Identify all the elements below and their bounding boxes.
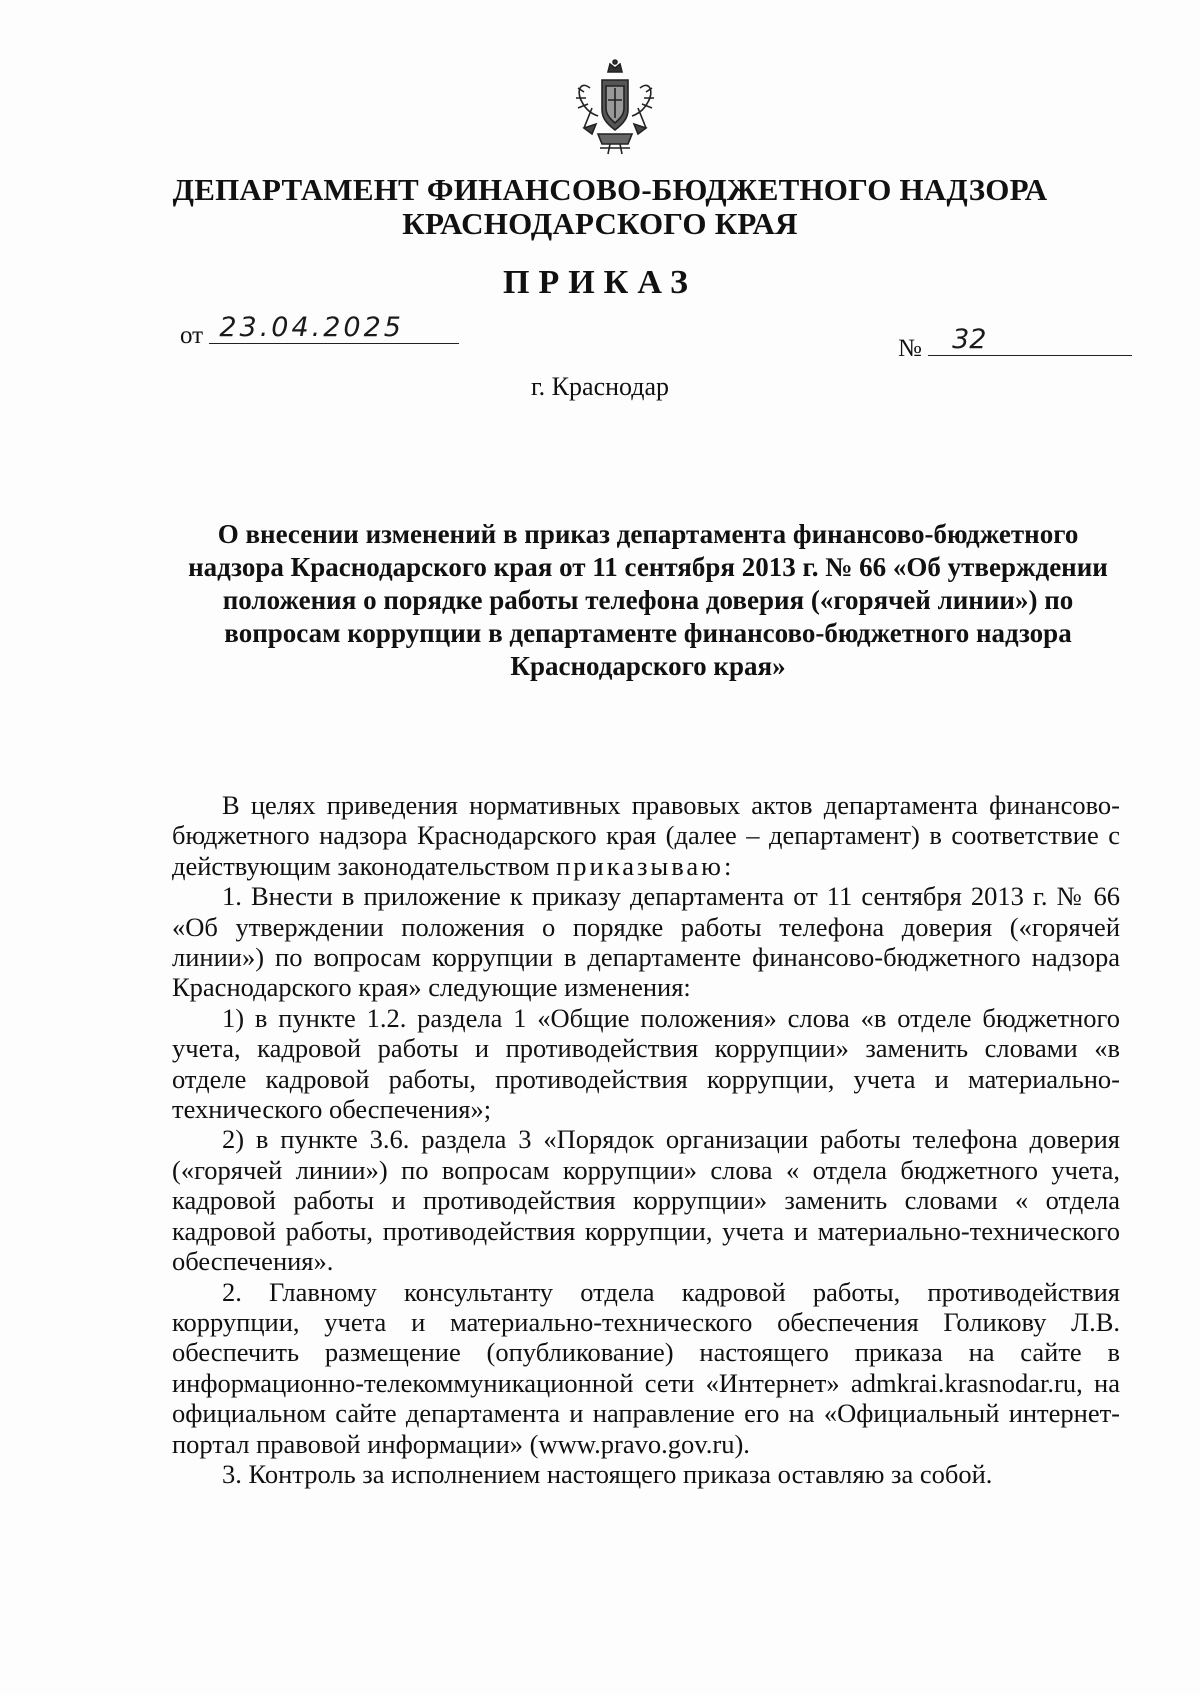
date-prefix: от <box>180 322 204 349</box>
clause-1: 1. Внести в приложение к приказу департамента от 11 сентября 2013 г. № 66 «Об утверждении положения о порядке работы телефона доверия («горячей линии») по вопросам коррупции в департаменте финансово-бюджетного надзора Краснодарского края» следующие изменения: <box>172 881 1120 1003</box>
clause-1-sub-1: 1) в пункте 1.2. раздела 1 «Общие положения» слова «в отделе бюджетного учета, кадровой работы и противодействия коррупции» заменить словами «в отделе кадровой работы, противодействия коррупции, учета и материально-технического обеспечения»; <box>172 1002 1120 1125</box>
order-subject-title: О внесении изменений в приказ департамента финансово-бюджетного надзора Краснодарского края от 11 сентября 2013 г. № 66 «Об утверждении положения о порядке работы телефона доверия («горячей линии») по вопросам коррупции в департаменте финансово-бюджетного надзора Краснодарского края» <box>188 519 1108 681</box>
intro-verb: приказываю: <box>556 850 735 881</box>
krasnodar-coat-of-arms-icon <box>570 58 660 156</box>
order-body <box>172 790 1120 1489</box>
order-date <box>180 312 459 358</box>
document-type-title: ПРИКАЗ <box>503 264 697 301</box>
department-name-line1: ДЕПАРТАМЕНТ ФИНАНСОВО-БЮДЖЕТНОГО НАДЗОРА <box>172 172 1048 207</box>
department-name-line2: КРАСНОДАРСКОГО КРАЯ <box>402 206 798 241</box>
intro-paragraph <box>172 790 1120 881</box>
clause-2: 2. Главному консультанту отдела кадровой работы, противодействия коррупции, учета и материально-технического обеспечения Голикову Л.В. обеспечить размещение (опубликование) настоящего приказа на сайте в информационно-телекоммуникационной сети «Интернет» admkrai.krasnodar.ru, на официальном сайте департамента и направление его на «Официальный интернет-портал правовой информации» (www.pravo.gov.ru). <box>172 1276 1120 1459</box>
order-number <box>898 324 1132 364</box>
issue-city: г. Краснодар <box>530 372 670 401</box>
handwritten-date: 23.04.2025 <box>209 312 459 344</box>
clause-1-sub-2: 2) в пункте 3.6. раздела 3 «Порядок организации работы телефона доверия («горячей линии») по вопросам коррупции» слова « отдела бюджетного учета, кадровой работы и противодействия коррупции» заменить словами « отдела кадровой работы, противодействия коррупции, учета и материально-технического обеспечения». <box>172 1124 1120 1277</box>
intro-text: В целях приведения нормативных правовых актов департамента финансово-бюджетного надзора Краснодарского края (далее – департамент) в соответствие с действующим законодательством <box>172 790 1120 881</box>
clause-3: 3. Контроль за исполнением настоящего приказа оставляю за собой. <box>222 1458 993 1489</box>
number-prefix: № <box>898 335 922 362</box>
handwritten-number: 32 <box>928 324 1132 356</box>
